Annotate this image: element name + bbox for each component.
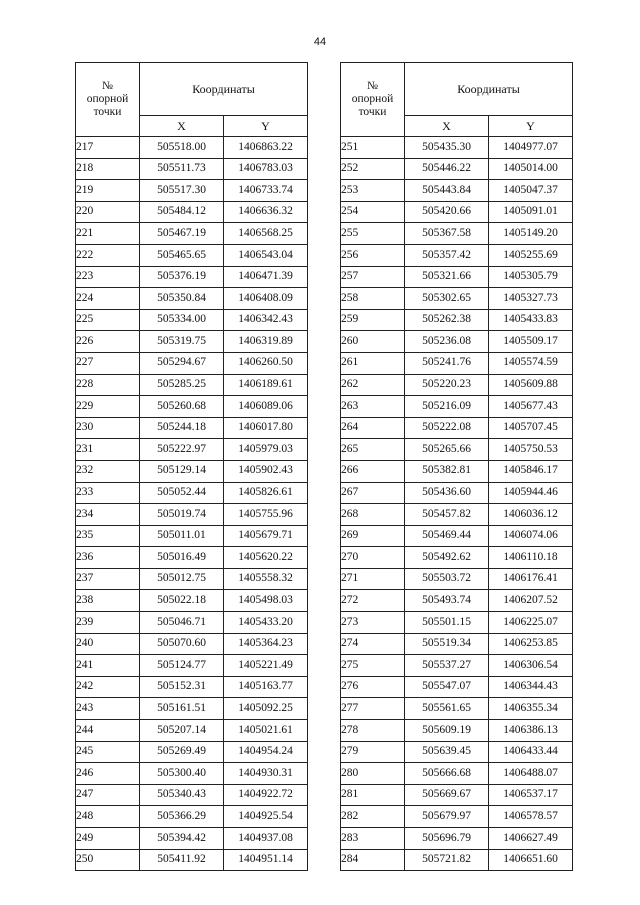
table-row [76, 720, 308, 742]
x-coordinate-cell: 505609.19 [405, 720, 489, 742]
table-row [341, 396, 573, 418]
x-coordinate-cell: 505262.38 [405, 309, 489, 331]
point-number-cell: 217 [76, 137, 140, 159]
point-number-cell: 265 [341, 439, 405, 461]
table-row [341, 331, 573, 353]
x-coordinate-cell: 505357.42 [405, 244, 489, 266]
y-coordinate-cell: 1405327.73 [489, 288, 573, 310]
x-coordinate-cell: 505376.19 [140, 266, 224, 288]
y-coordinate-cell: 1406471.39 [224, 266, 308, 288]
y-coordinate-cell: 1404937.08 [224, 828, 308, 850]
point-number-cell: 221 [76, 223, 140, 245]
point-number-cell: 226 [76, 331, 140, 353]
point-number-cell: 218 [76, 158, 140, 180]
x-header: X [140, 116, 224, 137]
x-coordinate-cell: 505046.71 [140, 612, 224, 634]
point-number-cell: 245 [76, 741, 140, 763]
y-coordinate-cell: 1405149.20 [489, 223, 573, 245]
table-row [341, 374, 573, 396]
point-number-cell: 257 [341, 266, 405, 288]
y-coordinate-cell: 1405021.61 [224, 720, 308, 742]
point-number-cell: 274 [341, 633, 405, 655]
point-number-cell: 248 [76, 806, 140, 828]
table-row [341, 158, 573, 180]
coordinates-header: Координаты [405, 63, 573, 116]
table-row [76, 784, 308, 806]
x-coordinate-cell: 505236.08 [405, 331, 489, 353]
point-number-cell: 239 [76, 612, 140, 634]
x-coordinate-cell: 505241.76 [405, 352, 489, 374]
table-row [341, 568, 573, 590]
x-coordinate-cell: 505517.30 [140, 180, 224, 202]
table-row [341, 547, 573, 569]
table-row [341, 525, 573, 547]
y-coordinate-cell: 1406543.04 [224, 244, 308, 266]
point-number-cell: 229 [76, 396, 140, 418]
y-coordinate-cell: 1405558.32 [224, 568, 308, 590]
table-row [76, 352, 308, 374]
y-coordinate-cell: 1406568.25 [224, 223, 308, 245]
x-coordinate-cell: 505467.19 [140, 223, 224, 245]
table-row [341, 352, 573, 374]
x-coordinate-cell: 505319.75 [140, 331, 224, 353]
y-coordinate-cell: 1406386.13 [489, 720, 573, 742]
y-coordinate-cell: 1406344.43 [489, 676, 573, 698]
x-coordinate-cell: 505294.67 [140, 352, 224, 374]
table-row [76, 568, 308, 590]
point-number-cell: 279 [341, 741, 405, 763]
x-coordinate-cell: 505220.23 [405, 374, 489, 396]
y-coordinate-cell: 1406306.54 [489, 655, 573, 677]
x-coordinate-cell: 505019.74 [140, 504, 224, 526]
y-coordinate-cell: 1406110.18 [489, 547, 573, 569]
x-coordinate-cell: 505669.67 [405, 784, 489, 806]
table-row [341, 655, 573, 677]
table-row [76, 439, 308, 461]
x-coordinate-cell: 505511.73 [140, 158, 224, 180]
table-row [76, 223, 308, 245]
y-coordinate-cell: 1405305.79 [489, 266, 573, 288]
y-coordinate-cell: 1405014.00 [489, 158, 573, 180]
y-coordinate-cell: 1406863.22 [224, 137, 308, 159]
table-row [76, 590, 308, 612]
table-row [76, 309, 308, 331]
x-coordinate-cell: 505070.60 [140, 633, 224, 655]
y-coordinate-cell: 1405609.88 [489, 374, 573, 396]
x-coordinate-cell: 505334.00 [140, 309, 224, 331]
x-coordinate-cell: 505285.25 [140, 374, 224, 396]
table-row [341, 180, 573, 202]
y-coordinate-cell: 1405707.45 [489, 417, 573, 439]
x-coordinate-cell: 505394.42 [140, 828, 224, 850]
x-coordinate-cell: 505222.97 [140, 439, 224, 461]
y-coordinate-cell: 1405750.53 [489, 439, 573, 461]
y-coordinate-cell: 1406537.17 [489, 784, 573, 806]
point-number-cell: 228 [76, 374, 140, 396]
point-number-cell: 251 [341, 137, 405, 159]
y-coordinate-cell: 1405846.17 [489, 460, 573, 482]
x-coordinate-cell: 505022.18 [140, 590, 224, 612]
x-coordinate-cell: 505161.51 [140, 698, 224, 720]
table-row [76, 331, 308, 353]
point-number-cell: 230 [76, 417, 140, 439]
x-coordinate-cell: 505222.08 [405, 417, 489, 439]
table-row [76, 525, 308, 547]
coordinates-table-left [75, 62, 308, 871]
coordinates-body-right [341, 137, 573, 871]
point-number-cell: 256 [341, 244, 405, 266]
y-coordinate-cell: 1406433.44 [489, 741, 573, 763]
point-number-cell: 261 [341, 352, 405, 374]
table-row [341, 590, 573, 612]
table-row [341, 288, 573, 310]
x-coordinate-cell: 505411.92 [140, 849, 224, 871]
point-number-cell: 266 [341, 460, 405, 482]
y-coordinate-cell: 1405433.20 [224, 612, 308, 634]
y-coordinate-cell: 1404925.54 [224, 806, 308, 828]
point-number-cell: 263 [341, 396, 405, 418]
point-number-cell: 250 [76, 849, 140, 871]
x-coordinate-cell: 505639.45 [405, 741, 489, 763]
point-number-cell: 253 [341, 180, 405, 202]
y-coordinate-cell: 1405902.43 [224, 460, 308, 482]
point-number-cell: 281 [341, 784, 405, 806]
y-coordinate-cell: 1405091.01 [489, 201, 573, 223]
table-row [76, 417, 308, 439]
table-row [341, 223, 573, 245]
point-number-cell: 277 [341, 698, 405, 720]
table-row [76, 633, 308, 655]
y-coordinate-cell: 1405498.03 [224, 590, 308, 612]
table-row [341, 201, 573, 223]
point-number-cell: 267 [341, 482, 405, 504]
point-number-cell: 234 [76, 504, 140, 526]
table-row [341, 806, 573, 828]
y-coordinate-cell: 1404951.14 [224, 849, 308, 871]
x-coordinate-cell: 505503.72 [405, 568, 489, 590]
point-number-cell: 241 [76, 655, 140, 677]
point-number-cell: 235 [76, 525, 140, 547]
x-coordinate-cell: 505492.62 [405, 547, 489, 569]
y-coordinate-cell: 1406074.06 [489, 525, 573, 547]
point-number-cell: 259 [341, 309, 405, 331]
table-row [341, 676, 573, 698]
table-row [341, 417, 573, 439]
y-coordinate-cell: 1406225.07 [489, 612, 573, 634]
x-coordinate-cell: 505518.00 [140, 137, 224, 159]
table-row [76, 741, 308, 763]
y-coordinate-cell: 1404954.24 [224, 741, 308, 763]
table-row [76, 396, 308, 418]
x-coordinate-cell: 505469.44 [405, 525, 489, 547]
table-row [341, 633, 573, 655]
x-coordinate-cell: 505435.30 [405, 137, 489, 159]
table-row [341, 244, 573, 266]
y-coordinate-cell: 1405679.71 [224, 525, 308, 547]
y-coordinate-cell: 1406319.89 [224, 331, 308, 353]
y-header: Y [489, 116, 573, 137]
x-coordinate-cell: 505366.29 [140, 806, 224, 828]
y-coordinate-cell: 1406017.80 [224, 417, 308, 439]
y-coordinate-cell: 1406207.52 [489, 590, 573, 612]
point-number-cell: 273 [341, 612, 405, 634]
x-coordinate-cell: 505321.66 [405, 266, 489, 288]
x-coordinate-cell: 505340.43 [140, 784, 224, 806]
table-row [76, 763, 308, 785]
y-coordinate-cell: 1405509.17 [489, 331, 573, 353]
y-coordinate-cell: 1404930.31 [224, 763, 308, 785]
point-number-cell: 271 [341, 568, 405, 590]
x-coordinate-cell: 505382.81 [405, 460, 489, 482]
point-number-cell: 233 [76, 482, 140, 504]
point-number-cell: 247 [76, 784, 140, 806]
table-row [76, 244, 308, 266]
point-number-cell: 246 [76, 763, 140, 785]
y-coordinate-cell: 1405221.49 [224, 655, 308, 677]
x-coordinate-cell: 505493.74 [405, 590, 489, 612]
table-row [341, 460, 573, 482]
table-row [341, 849, 573, 871]
y-coordinate-cell: 1404922.72 [224, 784, 308, 806]
table-row [341, 763, 573, 785]
point-number-cell: 275 [341, 655, 405, 677]
point-number-cell: 278 [341, 720, 405, 742]
y-coordinate-cell: 1405755.96 [224, 504, 308, 526]
y-coordinate-cell: 1406036.12 [489, 504, 573, 526]
point-number-cell: 236 [76, 547, 140, 569]
point-number-cell: 269 [341, 525, 405, 547]
y-coordinate-cell: 1405944.46 [489, 482, 573, 504]
coordinates-body-left [76, 137, 308, 871]
table-row [341, 266, 573, 288]
page-number: 44 [313, 36, 327, 48]
table-row [76, 266, 308, 288]
x-coordinate-cell: 505124.77 [140, 655, 224, 677]
table-row [341, 439, 573, 461]
coordinates-table-right [340, 62, 573, 871]
table-row [341, 504, 573, 526]
y-coordinate-cell: 1405677.43 [489, 396, 573, 418]
point-number-header: № опорной точки [76, 63, 140, 137]
table-row [76, 612, 308, 634]
x-coordinate-cell: 505547.07 [405, 676, 489, 698]
table-row [76, 374, 308, 396]
x-coordinate-cell: 505300.40 [140, 763, 224, 785]
x-coordinate-cell: 505367.58 [405, 223, 489, 245]
x-coordinate-cell: 505696.79 [405, 828, 489, 850]
y-coordinate-cell: 1406408.09 [224, 288, 308, 310]
x-coordinate-cell: 505216.09 [405, 396, 489, 418]
x-coordinate-cell: 505446.22 [405, 158, 489, 180]
y-coordinate-cell: 1406253.85 [489, 633, 573, 655]
x-coordinate-cell: 505561.65 [405, 698, 489, 720]
y-coordinate-cell: 1405092.25 [224, 698, 308, 720]
point-number-cell: 276 [341, 676, 405, 698]
point-number-header: № опорной точки [341, 63, 405, 137]
x-coordinate-cell: 505484.12 [140, 201, 224, 223]
x-coordinate-cell: 505537.27 [405, 655, 489, 677]
point-number-cell: 282 [341, 806, 405, 828]
point-number-cell: 219 [76, 180, 140, 202]
x-coordinate-cell: 505350.84 [140, 288, 224, 310]
y-coordinate-cell: 1405163.77 [224, 676, 308, 698]
point-number-cell: 249 [76, 828, 140, 850]
point-number-cell: 232 [76, 460, 140, 482]
y-coordinate-cell: 1406627.49 [489, 828, 573, 850]
point-number-cell: 262 [341, 374, 405, 396]
y-coordinate-cell: 1406636.32 [224, 201, 308, 223]
point-number-cell: 238 [76, 590, 140, 612]
table-row [76, 698, 308, 720]
point-number-cell: 283 [341, 828, 405, 850]
point-number-cell: 220 [76, 201, 140, 223]
y-coordinate-cell: 1406578.57 [489, 806, 573, 828]
x-coordinate-cell: 505260.68 [140, 396, 224, 418]
point-number-cell: 280 [341, 763, 405, 785]
table-row [341, 784, 573, 806]
table-row [341, 482, 573, 504]
x-coordinate-cell: 505016.49 [140, 547, 224, 569]
x-coordinate-cell: 505465.65 [140, 244, 224, 266]
x-coordinate-cell: 505721.82 [405, 849, 489, 871]
x-coordinate-cell: 505012.75 [140, 568, 224, 590]
table-row [76, 547, 308, 569]
y-coordinate-cell: 1406189.61 [224, 374, 308, 396]
y-coordinate-cell: 1405047.37 [489, 180, 573, 202]
y-coordinate-cell: 1405979.03 [224, 439, 308, 461]
y-coordinate-cell: 1405433.83 [489, 309, 573, 331]
y-coordinate-cell: 1406488.07 [489, 763, 573, 785]
x-coordinate-cell: 505269.49 [140, 741, 224, 763]
x-coordinate-cell: 505244.18 [140, 417, 224, 439]
x-coordinate-cell: 505052.44 [140, 482, 224, 504]
x-coordinate-cell: 505666.68 [405, 763, 489, 785]
point-number-cell: 272 [341, 590, 405, 612]
x-coordinate-cell: 505129.14 [140, 460, 224, 482]
x-coordinate-cell: 505011.01 [140, 525, 224, 547]
x-coordinate-cell: 505207.14 [140, 720, 224, 742]
point-number-cell: 224 [76, 288, 140, 310]
coordinates-header: Координаты [140, 63, 308, 116]
x-coordinate-cell: 505420.66 [405, 201, 489, 223]
y-header: Y [224, 116, 308, 137]
point-number-cell: 242 [76, 676, 140, 698]
y-coordinate-cell: 1405574.59 [489, 352, 573, 374]
y-coordinate-cell: 1406733.74 [224, 180, 308, 202]
y-coordinate-cell: 1406176.41 [489, 568, 573, 590]
point-number-cell: 240 [76, 633, 140, 655]
table-row [76, 482, 308, 504]
table-row [76, 180, 308, 202]
y-coordinate-cell: 1405364.23 [224, 633, 308, 655]
y-coordinate-cell: 1406260.50 [224, 352, 308, 374]
point-number-cell: 237 [76, 568, 140, 590]
x-coordinate-cell: 505265.66 [405, 439, 489, 461]
point-number-cell: 231 [76, 439, 140, 461]
table-row [341, 698, 573, 720]
point-number-cell: 255 [341, 223, 405, 245]
y-coordinate-cell: 1406342.43 [224, 309, 308, 331]
point-number-cell: 244 [76, 720, 140, 742]
point-number-cell: 243 [76, 698, 140, 720]
table-row [341, 137, 573, 159]
table-row [76, 460, 308, 482]
y-coordinate-cell: 1405620.22 [224, 547, 308, 569]
x-coordinate-cell: 505457.82 [405, 504, 489, 526]
y-coordinate-cell: 1406355.34 [489, 698, 573, 720]
point-number-cell: 222 [76, 244, 140, 266]
point-number-cell: 260 [341, 331, 405, 353]
table-row [76, 201, 308, 223]
x-coordinate-cell: 505501.15 [405, 612, 489, 634]
point-number-cell: 284 [341, 849, 405, 871]
table-row [76, 849, 308, 871]
y-coordinate-cell: 1404977.07 [489, 137, 573, 159]
table-row [341, 741, 573, 763]
y-coordinate-cell: 1406651.60 [489, 849, 573, 871]
x-coordinate-cell: 505152.31 [140, 676, 224, 698]
x-coordinate-cell: 505436.60 [405, 482, 489, 504]
table-row [76, 158, 308, 180]
x-coordinate-cell: 505679.97 [405, 806, 489, 828]
table-row [76, 828, 308, 850]
point-number-cell: 264 [341, 417, 405, 439]
table-row [76, 288, 308, 310]
point-number-cell: 258 [341, 288, 405, 310]
point-number-cell: 223 [76, 266, 140, 288]
x-coordinate-cell: 505443.84 [405, 180, 489, 202]
x-coordinate-cell: 505302.65 [405, 288, 489, 310]
point-number-cell: 252 [341, 158, 405, 180]
table-row [76, 655, 308, 677]
point-number-cell: 268 [341, 504, 405, 526]
table-row [341, 612, 573, 634]
y-coordinate-cell: 1405826.61 [224, 482, 308, 504]
table-row [341, 828, 573, 850]
point-number-cell: 225 [76, 309, 140, 331]
table-row [76, 504, 308, 526]
x-coordinate-cell: 505519.34 [405, 633, 489, 655]
table-row [341, 309, 573, 331]
table-row [76, 676, 308, 698]
table-row [76, 806, 308, 828]
y-coordinate-cell: 1405255.69 [489, 244, 573, 266]
point-number-cell: 254 [341, 201, 405, 223]
y-coordinate-cell: 1406089.06 [224, 396, 308, 418]
point-number-cell: 270 [341, 547, 405, 569]
point-number-cell: 227 [76, 352, 140, 374]
x-header: X [405, 116, 489, 137]
y-coordinate-cell: 1406783.03 [224, 158, 308, 180]
table-row [341, 720, 573, 742]
table-row [76, 137, 308, 159]
